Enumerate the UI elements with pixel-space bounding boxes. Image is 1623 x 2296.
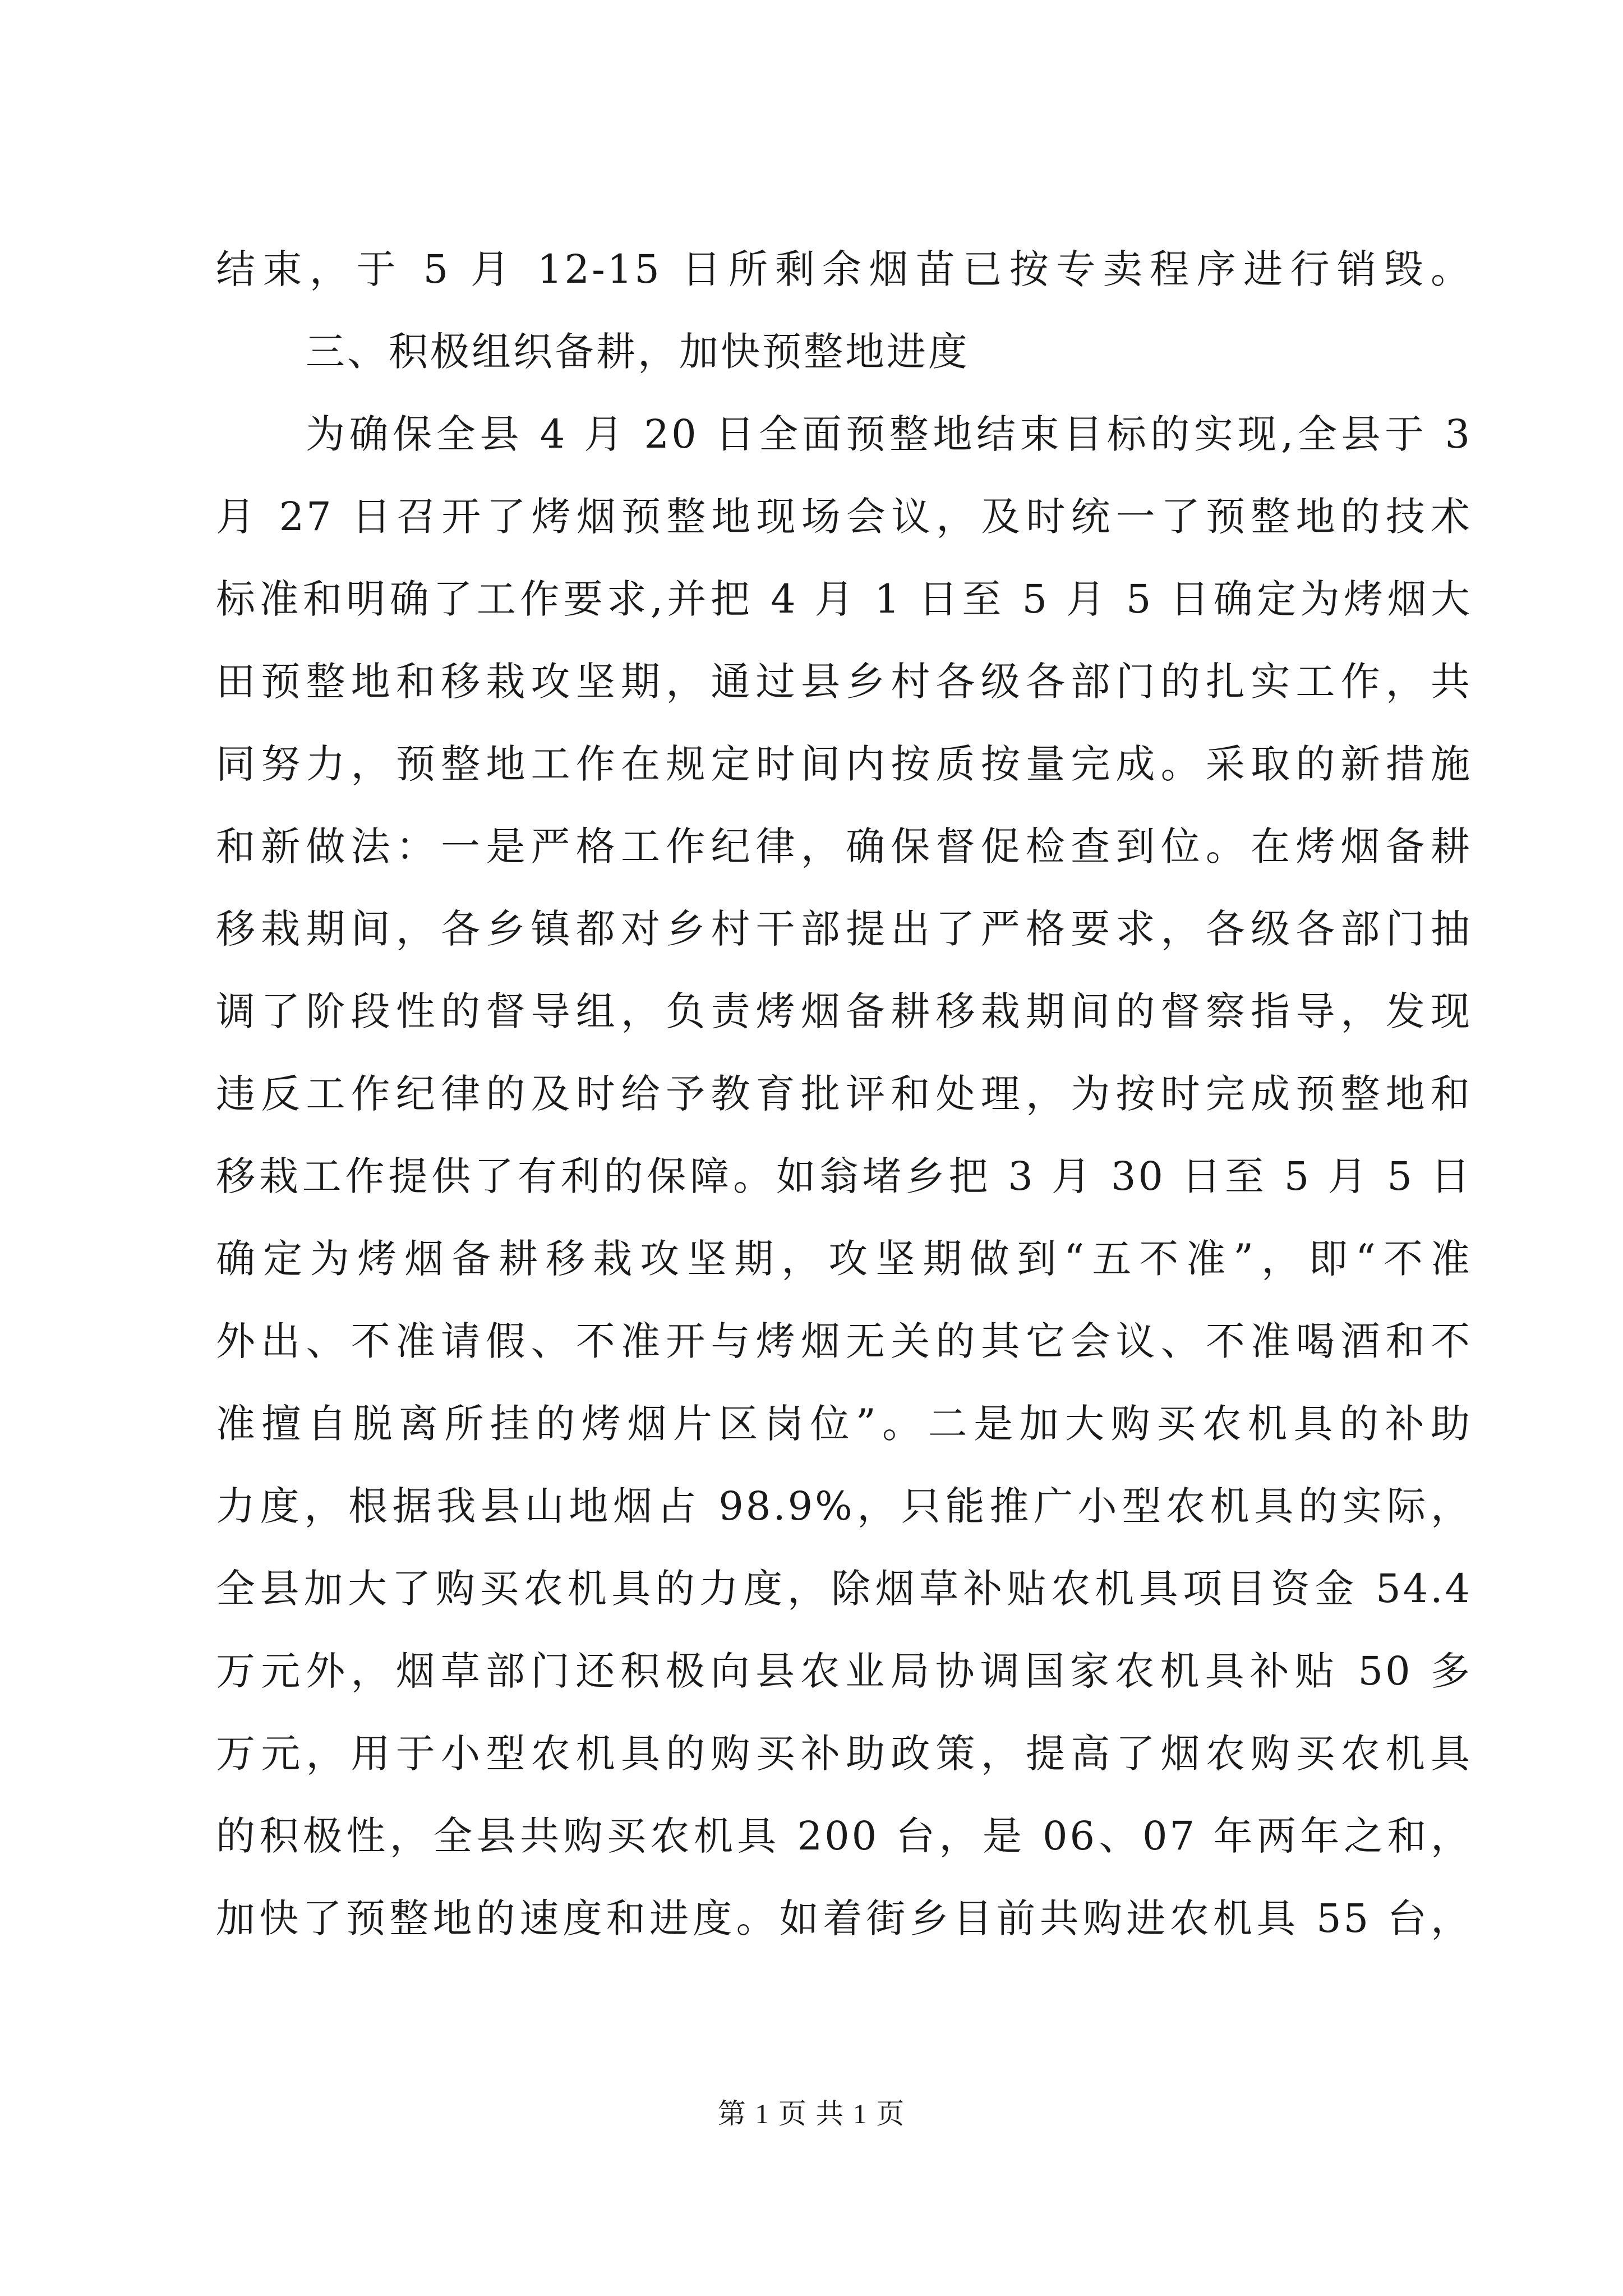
text-line: 调了阶段性的督导组，负责烤烟备耕移栽期间的督察指导，发现 (216, 988, 1472, 1034)
text-line: 万元，用于小型农机具的购买补助政策，提高了烟农购买农机具 (216, 1731, 1472, 1777)
text-line: 外出、不准请假、不准开与烤烟无关的其它会议、不准喝酒和不 (216, 1318, 1472, 1364)
paragraph-first-line: 为确保全县 4 月 20 日全面预整地结束目标的实现,全县于 3 (306, 411, 1472, 457)
text-line: 准擅自脱离所挂的烤烟片区岗位”。二是加大购买农机具的补助 (216, 1401, 1472, 1447)
text-line: 万元外，烟草部门还积极向县农业局协调国家农机具补贴 50 多 (216, 1648, 1472, 1694)
text-line: 田预整地和移栽攻坚期，通过县乡村各级各部门的扎实工作，共 (216, 659, 1472, 705)
page-footer: 第 1 页 共 1 页 (717, 2098, 906, 2129)
text-line: 月 27 日召开了烤烟预整地现场会议，及时统一了预整地的技术 (216, 494, 1472, 540)
text-line: 和新做法：一是严格工作纪律，确保督促检查到位。在烤烟备耕 (216, 823, 1472, 869)
text-line: 的积极性，全县共购买农机具 200 台，是 06、07 年两年之和， (216, 1813, 1472, 1859)
text-line: 标准和明确了工作要求,并把 4 月 1 日至 5 月 5 日确定为烤烟大 (216, 576, 1472, 622)
text-line: 加快了预整地的速度和进度。如着街乡目前共购进农机具 55 台， (216, 1895, 1472, 1941)
text-line: 移栽期间，各乡镇都对乡村干部提出了严格要求，各级各部门抽 (216, 906, 1472, 952)
text-line: 结束，于 5 月 12-15 日所剩余烟苗已按专卖程序进行销毁。 (216, 246, 1472, 292)
text-line: 确定为烤烟备耕移栽攻坚期，攻坚期做到“五不准”，即“不准 (216, 1236, 1472, 1282)
text-line: 力度，根据我县山地烟占 98.9%，只能推广小型农机具的实际， (216, 1483, 1472, 1529)
section-heading: 三、积极组织备耕，加快预整地进度 (306, 329, 970, 375)
text-line: 违反工作纪律的及时给予教育批评和处理，为按时完成预整地和 (216, 1071, 1472, 1117)
text-line: 全县加大了购买农机具的力度，除烟草补贴农机具项目资金 54.4 (216, 1566, 1472, 1612)
text-line: 移栽工作提供了有利的保障。如翁堵乡把 3 月 30 日至 5 月 5 日 (216, 1153, 1472, 1199)
text-line: 同努力，预整地工作在规定时间内按质按量完成。采取的新措施 (216, 741, 1472, 787)
